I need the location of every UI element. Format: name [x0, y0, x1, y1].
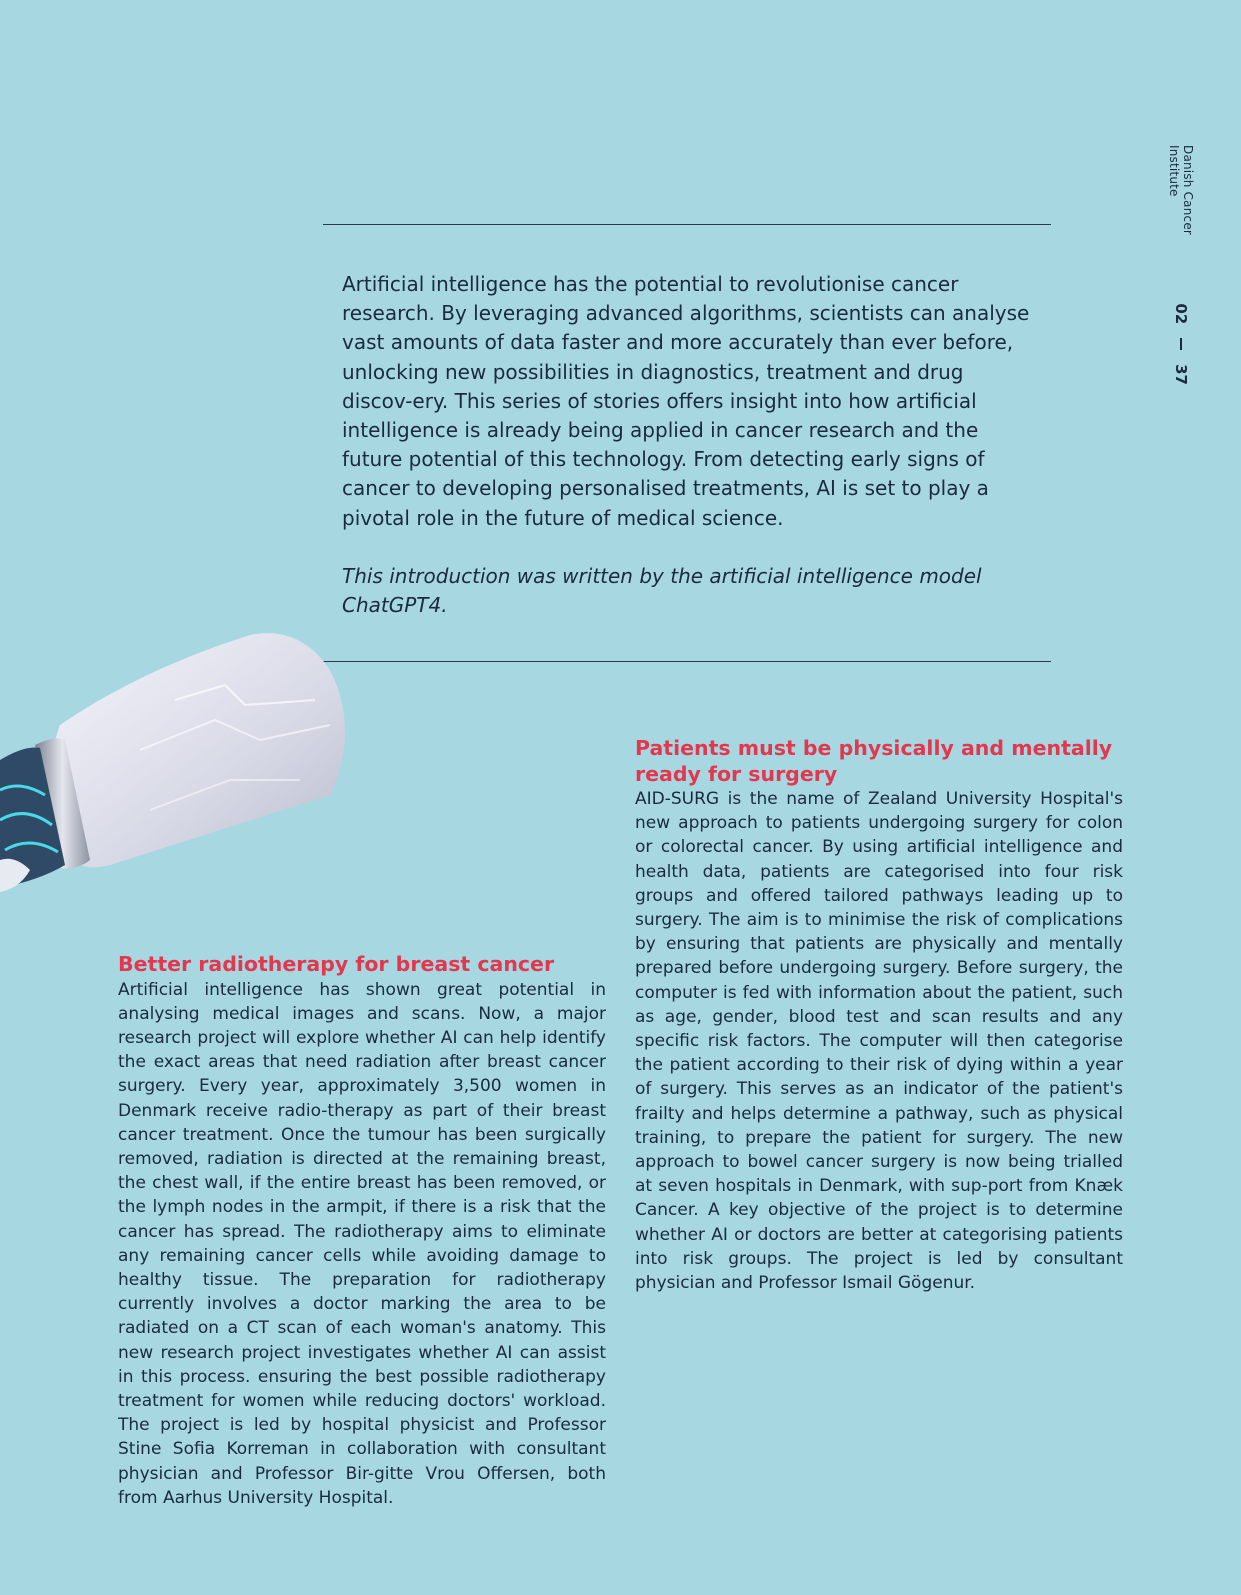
header-separator — [1180, 338, 1182, 350]
top-divider — [323, 224, 1051, 225]
intro-block — [342, 270, 1032, 620]
running-header — [1166, 145, 1196, 385]
section-number: 02 — [1172, 303, 1190, 325]
intro-text: Artificial intelligence has the potential to revolutionise cancer research. By leveraging advanced algorithms, scientists can analyse vast amounts of data faster and more accurately than ever before, unlocking new possibilities in diagnostics, treatment and drug discov-ery. This series of stories offers insight into how artificial intelligence is already being applied in cancer research and the future potential of this technology. From detecting early signs of cancer to developing personalised treatments, AI is set to play a pivotal role in the future of medical science. — [342, 272, 1030, 530]
robot-arm-illustration — [0, 630, 352, 905]
article-title: Better radiotherapy for breast cancer — [118, 952, 555, 976]
intro-note: This introduction was written by the artificial intelligence model ChatGPT4. — [342, 563, 982, 618]
article-title: Patients must be physically and mentally ready for surgery — [635, 736, 1113, 786]
page-number: 37 — [1172, 364, 1190, 385]
article-breast-radiotherapy — [118, 952, 606, 1510]
article-body: AID-SURG is the name of Zealand University Hospital's new approach to patients undergoing surgery for colon or colorectal cancer. By using artificial intelligence and health data, patients are categorised into four risk groups and offered tailored pathways leading up to surgery. The aim is to minimise the risk of complications by ensuring that patients are physically and mentally prepared before undergoing surgery. Before surgery, the computer is fed with information about the patient, such as age, gender, blood test and scan results and any specific risk factors. The computer will then categorise the patient according to their risk of dying within a year of surgery. This serves as an indicator of the patient's frailty and helps determine a pathway, such as physical training, to prepare the patient for surgery. The new approach to bowel cancer surgery is now being trialled at seven hospitals in Denmark, with sup-port from Knæk Cancer. A key objective of the project is to determine whether AI or doctors are better at categorising patients into risk groups. The project is led by consultant physician and Professor Ismail Gögenur. — [635, 789, 1123, 1294]
bottom-divider — [323, 661, 1051, 662]
institute-name: Danish Cancer Institute — [1167, 145, 1195, 236]
article-body: Artificial intelligence has shown great potential in analysing medical images and scans. Now, a major research project will explore whether AI can help identify the exact areas that need radiation after breast cancer surgery. Every year, approximately 3,500 women in Denmark receive radio-therapy as part of their breast cancer treatment. Once the tumour has been surgically removed, radiation is directed at the remaining breast, the chest wall, if the entire breast has been removed, or the lymph nodes in the armpit, if there is a risk that the cancer has spread. The radiotherapy aims to eliminate any remaining cancer cells while avoiding damage to healthy tissue. The preparation for radiotherapy currently involves a doctor marking the area to be radiated on a CT scan of each woman's anatomy. This new research project investigates whether AI can assist in this process. ensuring the best possible radiotherapy treatment for women while reducing doctors' workload. The project is led by hospital physicist and Professor Stine Sofia Korreman in collaboration with consultant physician and Professor Bir-gitte Vrou Offersen, both from Aarhus University Hospital. — [118, 979, 606, 1508]
article-surgery-readiness — [635, 736, 1123, 1295]
